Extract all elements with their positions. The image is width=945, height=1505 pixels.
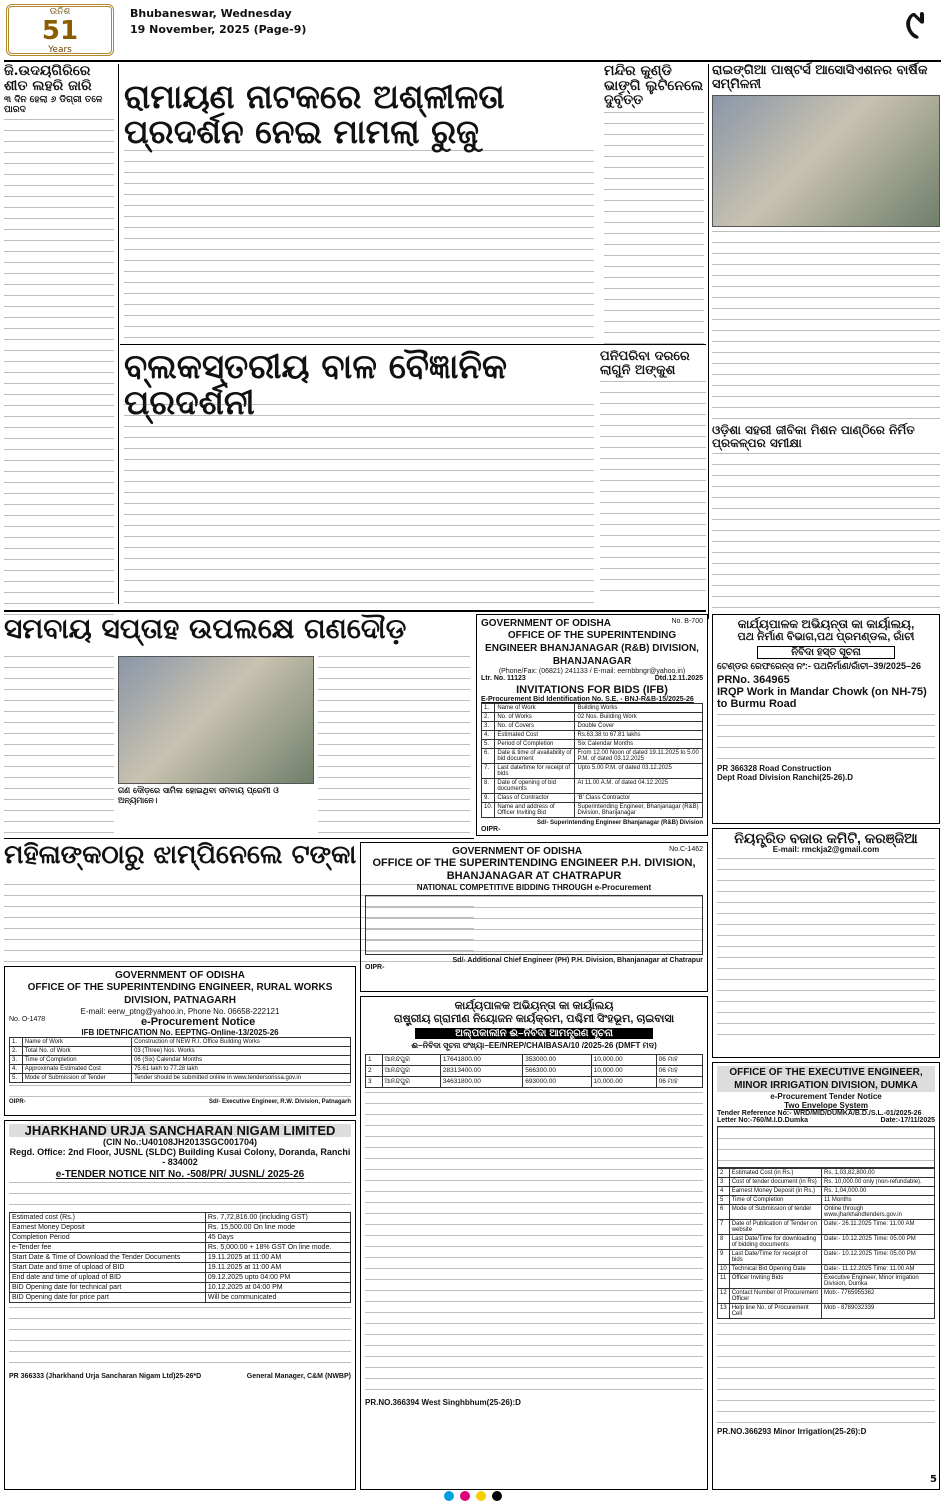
ad-dumka-title1: e-Procurement Tender Notice <box>770 1092 882 1101</box>
table-row <box>10 1223 351 1233</box>
table-cell: 1. <box>10 1038 23 1047</box>
table-row <box>10 1074 351 1083</box>
ad-ranchi-footer1: PR 366328 Road Construction <box>717 764 832 773</box>
ad-bhanjanagar-office: OFFICE OF THE SUPERINTENDING ENGINEER BHANJANAGAR (R&B) DIVISION, BHANJANAGAR <box>485 630 699 667</box>
table-row <box>482 740 703 749</box>
table-cell: Double Cover <box>575 722 703 731</box>
table-row <box>482 803 703 818</box>
ad-bhanjanagar-gov: GOVERNMENT OF ODISHA <box>481 618 612 629</box>
table-row <box>366 1055 703 1066</box>
story-vegetable-body <box>600 381 706 596</box>
table-cell: Rs. 1,03,82,800.00 <box>821 1169 934 1178</box>
ad-ranchi-ref: ଟେଣ୍ଡର ରେଫରେନ୍ସ ନଂ:- ପଥନିର୍ମାଣ/ରାଁଚୀ–39/2025–26 <box>717 661 921 671</box>
table-cell: Earnest Money Deposit (in Rs.) <box>729 1187 821 1196</box>
table-row <box>482 722 703 731</box>
ad-jusnl-cin: (CIN No.:U40108JH2013SGC001704) <box>102 1137 258 1147</box>
page-marker: 5 <box>930 1474 937 1485</box>
ad-patnagarh-gov: GOVERNMENT OF ODISHA <box>114 970 245 981</box>
story-science-body <box>124 404 594 604</box>
table-cell: ଆନନ୍ଦପୁର <box>382 1055 440 1066</box>
ad-jusnl-notes <box>9 1307 351 1367</box>
ad-patnagarh-email: E-mail: eerw_ptng@yahoo.in, Phone No. 06658-222121 <box>80 1007 280 1016</box>
table-row <box>482 749 703 764</box>
logo-years: Years <box>48 45 72 55</box>
ad-ranchi-prno: PRNo. 364965 <box>717 674 790 686</box>
ad-karanjia <box>712 828 940 1058</box>
table-cell: 2. <box>482 713 495 722</box>
ad-patnagarh-no: No. O-1478 <box>9 1016 46 1023</box>
color-swatch <box>460 1491 470 1501</box>
table-cell: Class of Contractor <box>495 794 575 803</box>
story-cooperative-caption: ଗଣ ଦୌଡ଼ରେ ସାମିଲ ହୋଇଥିବା ସମବାୟ ପ୍ରେମୀ ଓ ଅନ୍ୟମାନେ। <box>118 786 279 805</box>
table-cell: 17641800.00 <box>440 1055 522 1066</box>
ad-jusnl-regd: Regd. Office: 2nd Floor, JUSNL (SLDC) Building Kusai Colony, Doranda, Ranchi - 834002 <box>9 1147 351 1167</box>
ad-bhanjanagar-no: No. B-700 <box>671 618 703 625</box>
story-snatch-headline: ମହିଳାଙ୍କଠାରୁ ଝାମ୍ପିନେଲେ ଟଙ୍କା <box>4 840 357 870</box>
story-science-headline: ବ୍ଲକସ୍ତରୀୟ ବାଳ ବୈଜ୍ଞାନିକ ପ୍ରଦର୍ଶନୀ <box>124 347 508 423</box>
table-cell: Executive Engineer, Minor Irrigation Division, Dumka <box>821 1274 934 1289</box>
table-cell: 13 <box>718 1304 730 1319</box>
section-rule <box>120 344 706 345</box>
table-cell: 693000.00 <box>523 1077 591 1088</box>
table-cell: Approximate Estimated Cost <box>22 1065 131 1074</box>
table-cell: 3. <box>482 722 495 731</box>
ad-dumka-title2: Two Envelope System <box>784 1101 868 1110</box>
table-cell: Start Date and time of upload of BID <box>10 1263 206 1273</box>
table-cell: Upto 5.00 P.M. of dated 03.12.2025 <box>575 764 703 779</box>
table-cell: 09.12.2025 upto 04:00 PM <box>205 1273 350 1283</box>
table-row <box>718 1187 935 1196</box>
table-row <box>718 1304 935 1319</box>
table-cell: Date of opening of bid documents <box>495 779 575 794</box>
table-cell: Estimated Cost <box>495 731 575 740</box>
table-cell: No. of Works <box>495 713 575 722</box>
table-cell: Cost of tender document (in Rs) <box>729 1178 821 1187</box>
ad-chatrapur-oipr: OIPR- <box>365 964 385 971</box>
story-cooperative-headline: ସମବାୟ ସପ୍ତାହ ଉପଲକ୍ଷେ ଗଣଦୌଡ଼ <box>4 612 407 645</box>
story-ramayana-body <box>124 150 594 338</box>
table-cell: 5. <box>10 1074 23 1083</box>
date-page: 19 November, 2025 (Page-9) <box>130 23 307 36</box>
ad-chaibasa-line2: ରାଷ୍ଟ୍ରୀୟ ଗ୍ରାମୀଣ ନିୟୋଜନ କାର୍ୟକ୍ରମ, ପଶ୍ଚିମୀ ସିଂହଭୂମ, ଚାଇବାସା <box>393 1013 675 1025</box>
ad-patnagarh-office: OFFICE OF THE SUPERINTENDING ENGINEER, RURAL WORKS DIVISION, PATNAGARH <box>27 982 333 1006</box>
section-rule <box>4 838 474 839</box>
table-row <box>718 1169 935 1178</box>
table-cell: Date:- 11.12.2025 Time: 11.00 AM <box>821 1265 934 1274</box>
table-row <box>10 1263 351 1273</box>
table-cell: Six Calendar Months <box>575 740 703 749</box>
table-row <box>718 1274 935 1289</box>
story-cooperative-body-left <box>4 656 114 836</box>
story-pastors-photo <box>712 95 940 227</box>
table-cell: 3 <box>366 1077 383 1088</box>
table-cell: 06 ମାହ <box>656 1077 702 1088</box>
ad-chatrapur-sign: Sd/- Additional Chief Engineer (PH) P.H. Division, Bhanjanagar at Chatrapur <box>452 957 703 964</box>
ad-patnagarh-sign: Sd/- Executive Engineer, R.W. Division, Patnagarh <box>208 1099 351 1105</box>
ad-bhanjanagar-sign: Sd/- Superintending Engineer Bhanjanagar (R&B) Division <box>536 820 703 826</box>
table-cell: 3. <box>10 1056 23 1065</box>
ad-patnagarh-title: e-Procurement Notice <box>140 1016 256 1028</box>
table-cell: Name of Work <box>495 704 575 713</box>
ad-dumka-letter: Letter No:-760/M.I.D.Dumka <box>717 1117 809 1124</box>
ad-chatrapur-office: OFFICE OF THE SUPERINTENDING ENGINEER P.H. DIVISION, BHANJANAGAR AT CHATRAPUR <box>372 857 696 882</box>
table-cell: 6. <box>482 749 495 764</box>
table-cell: 9. <box>482 794 495 803</box>
table-cell: From 12.00 Noon of dated 19.11.2025 to 5.00 P.M. of dated 03.12.2025 <box>575 749 703 764</box>
table-cell: Help line No. of Procurement Cell <box>729 1304 821 1319</box>
ad-bhanjanagar-contact: (Phone/Fax: (06821) 241133 / E-mail: eernbbngr@yahoo.in) <box>498 668 686 675</box>
ad-jusnl-table <box>9 1212 351 1303</box>
table-row <box>10 1213 351 1223</box>
ad-ranchi-text <box>717 714 935 764</box>
ad-ranchi-body: IRQP Work in Mandar Chowk (on NH-75) to Burmu Road <box>717 686 927 710</box>
table-cell: Rs. 1,04,000.00 <box>821 1187 934 1196</box>
table-cell: End date and time of upload of BID <box>10 1273 206 1283</box>
table-cell: 2 <box>366 1066 383 1077</box>
ad-bhanjanagar-dtd: Dtd.12.11.2025 <box>654 675 703 682</box>
ad-chatrapur <box>360 842 708 992</box>
color-swatch <box>444 1491 454 1501</box>
ad-chatrapur-table <box>365 895 703 955</box>
table-row <box>366 1066 703 1077</box>
table-row <box>718 1205 935 1220</box>
ad-dumka-work <box>717 1126 935 1168</box>
ad-chaibasa-line3: ଅଲ୍ପକାଲୀନ ଈ–ନିବିଦା ଆମନ୍ତ୍ରଣ ସୂଚନା <box>415 1028 653 1039</box>
table-row <box>10 1273 351 1283</box>
table-cell: Mob:- 7765955362 <box>821 1289 934 1304</box>
story-pastors-body <box>712 231 940 421</box>
ad-patnagarh-ifb: IFB IDETNFICATION No. EEPTNG-Online-13/2025-26 <box>81 1028 279 1037</box>
story-vegetable-headline: ପନିପରିବା ଦରରେ ଲାଗୁନି ଅଙ୍କୁଶ <box>600 349 690 378</box>
page-number: ୯ <box>905 2 925 48</box>
table-cell: Date:- 10.12.2025 Time: 05.00 PM <box>821 1250 934 1265</box>
table-cell: 06 ମାହ <box>656 1066 702 1077</box>
story-pastors <box>712 64 940 419</box>
table-cell: 4 <box>718 1187 730 1196</box>
table-cell: Earnest Money Deposit <box>10 1223 206 1233</box>
story-urban-body <box>712 453 940 613</box>
table-cell: 06 (Six) Calendar Months <box>132 1056 351 1065</box>
masthead-logo <box>6 4 114 56</box>
table-row <box>482 713 703 722</box>
table-cell: Name of Work <box>22 1038 131 1047</box>
ad-chaibasa-ref: ଈ–ନିବିଦା ସୂଚନା ସଂଖ୍ୟା–EE/NREP/CHAIBASA/10 /2025-26 (DMFT ମଦ) <box>411 1041 657 1050</box>
table-row <box>10 1038 351 1047</box>
story-udayagiri-body <box>4 119 114 619</box>
ad-chaibasa-text <box>365 1092 703 1392</box>
ad-dumka-notes <box>717 1323 935 1423</box>
ad-karanjia-text <box>717 858 935 1038</box>
table-row <box>10 1233 351 1243</box>
story-urban <box>712 424 940 619</box>
story-udayagiri-headline: ଜି.ଉଦୟଗିରିରେ ଶୀତ ଲହରି ଜାରି <box>4 63 92 94</box>
logo-number: 51 <box>41 16 79 46</box>
table-cell: 'B' Class Contractor <box>575 794 703 803</box>
ad-chatrapur-no: No.C-1462 <box>669 846 703 853</box>
ad-chaibasa-table <box>365 1054 703 1088</box>
table-cell: Completion Period <box>10 1233 206 1243</box>
table-cell: 12 <box>718 1289 730 1304</box>
table-cell: 19.11.2025 at 11:00 AM <box>205 1263 350 1273</box>
table-cell: Estimated cost (Rs.) <box>10 1213 206 1223</box>
table-cell: 3 <box>718 1178 730 1187</box>
table-cell: Rs.63.38 to 67.81 lakhs <box>575 731 703 740</box>
table-cell: Technical Bid Opening Date <box>729 1265 821 1274</box>
table-row <box>10 1293 351 1303</box>
table-cell: Tender should be submitted online in www.tendersorissa.gov.in <box>132 1074 351 1083</box>
ad-dumka-footer: PR.NO.366293 Minor Irrigation(25-26):D <box>717 1427 867 1436</box>
table-cell: Name and address of Officer Inviting Bid <box>495 803 575 818</box>
story-ramayana-headline: ରାମାୟଣ ନାଟକରେ ଅଶ୍ଳୀଳତା ପ୍ରଦର୍ଶନ ନେଇ ମାମଲା ରୁଜୁ <box>124 77 505 151</box>
ad-bhanjanagar-title: INVITATIONS FOR BIDS (IFB) <box>516 684 668 696</box>
table-row <box>10 1283 351 1293</box>
color-swatch <box>492 1491 502 1501</box>
table-cell: Total No. of Work <box>22 1047 131 1056</box>
table-cell: 10,000.00 <box>591 1077 656 1088</box>
table-cell: Mode of Submission of Tender <box>22 1074 131 1083</box>
table-cell: Date:- 26.11.2025 Time: 11.00 AM <box>821 1220 934 1235</box>
table-row <box>718 1265 935 1274</box>
ad-ranchi <box>712 614 940 824</box>
table-cell: 4. <box>482 731 495 740</box>
table-cell: 03 (Three) Nos. Works <box>132 1047 351 1056</box>
table-cell: Period of Completion <box>495 740 575 749</box>
table-cell: No. of Covers <box>495 722 575 731</box>
table-cell: Rs. 5,000.00 + 18% GST On line mode. <box>205 1243 350 1253</box>
table-row <box>10 1047 351 1056</box>
ad-dumka <box>712 1062 940 1490</box>
table-cell: BID Opening date for technical part <box>10 1283 206 1293</box>
story-udayagiri-kicker: ୩ ଦିନ ହେଲା ୬ ଡିଗ୍ରୀ ତଳେ ପାରଦ <box>4 95 103 116</box>
table-cell: 1 <box>366 1055 383 1066</box>
table-cell: Start Date & Time of Download the Tender Documents <box>10 1253 206 1263</box>
ad-karanjia-email: E-mail: rmckja2@gmail.com <box>772 845 880 854</box>
table-row <box>10 1243 351 1253</box>
table-cell: Rs. 10,000.00 only (non-refundable). <box>821 1178 934 1187</box>
table-cell: e-Tender fee <box>10 1243 206 1253</box>
table-row <box>718 1235 935 1250</box>
ad-bhanjanagar-ident: E-Procurement Bid Identification No. S.E. - BNJ-R&B-15/2025-26 <box>481 696 694 703</box>
table-cell: 10 <box>718 1265 730 1274</box>
table-cell: BID Opening date for price part <box>10 1293 206 1303</box>
table-cell: Officer Inviting Bids <box>729 1274 821 1289</box>
table-cell: Mob - 8789032339 <box>821 1304 934 1319</box>
table-cell: 10. <box>482 803 495 818</box>
table-cell: Time of Completion <box>22 1056 131 1065</box>
table-cell: Last Date/Time for downloading of bidding documents <box>729 1235 821 1250</box>
table-cell: Rs. 7,72,816.00 (including GST) <box>205 1213 350 1223</box>
table-cell: Estimated Cost (in Rs.) <box>729 1169 821 1178</box>
masthead-date <box>130 6 350 38</box>
story-udayagiri <box>4 64 114 604</box>
table-cell: Last date/time for receipt of bids <box>495 764 575 779</box>
table-cell: 02 Nos. Building Work <box>575 713 703 722</box>
story-pastors-headline: ରାଇଙ୍ଗିଆ ପାଷ୍ଟର୍ସ ଆସୋସିଏଶନର ବାର୍ଷିକ ସମ୍ମିଳନୀ <box>712 63 928 92</box>
ad-jusnl-footer-pr: PR 366333 (Jharkhand Urja Sancharan Nigam Ltd)25-26*D <box>9 1373 202 1380</box>
table-cell: At 11.00 A.M. of dated 04.12.2025 <box>575 779 703 794</box>
story-vegetable <box>600 350 706 605</box>
table-cell: 2 <box>718 1169 730 1178</box>
table-cell: 45 Days <box>205 1233 350 1243</box>
table-cell: 2. <box>10 1047 23 1056</box>
story-temple-body <box>604 112 704 352</box>
table-row <box>718 1220 935 1235</box>
ad-dumka-date: Date:-17/11/2025 <box>880 1117 935 1124</box>
story-cooperative-body-right <box>318 656 470 836</box>
ad-patnagarh <box>4 966 356 1116</box>
ad-chatrapur-title: NATIONAL COMPETITIVE BIDDING THROUGH e-Procurement <box>416 883 652 892</box>
ad-karanjia-title: ନିୟନ୍ତ୍ରିତ ବଜାର କମିଟି, କରଞ୍ଜିଆ <box>734 830 918 846</box>
table-cell: 9 <box>718 1250 730 1265</box>
table-cell: Date of Publication of Tender on website <box>729 1220 821 1235</box>
table-cell: Rs. 15,500.00 On line mode <box>205 1223 350 1233</box>
ad-dumka-office: OFFICE OF THE EXECUTIVE ENGINEER, MINOR IRRIGATION DIVISION, DUMKA <box>717 1066 935 1092</box>
ad-ranchi-line2: ପଥ ନିର୍ମାଣ ବିଭାଗ,ପଥ ପ୍ରମଣ୍ଡଲ, ରାଁଚୀ <box>737 631 915 643</box>
table-row <box>482 764 703 779</box>
table-cell: 8. <box>482 779 495 794</box>
print-color-marks <box>0 1486 945 1498</box>
table-cell: 19.11.2025 at 11:00 AM <box>205 1253 350 1263</box>
story-temple-headline: ମନ୍ଦିର କୁଣ୍ଡି ଭାଙ୍ଗି ଲୁଟିନେଲେ ଦୁର୍ବୃତ୍ତ <box>604 63 704 109</box>
ad-bhanjanagar-rb <box>476 614 708 836</box>
table-cell: 10,000.00 <box>591 1055 656 1066</box>
table-cell: Construction of NEW R.I. Office Building Works <box>132 1038 351 1047</box>
ad-ranchi-footer2: Dept Road Division Ranchi(25-26).D <box>717 773 854 782</box>
table-cell: Date & time of availability of bid document <box>495 749 575 764</box>
table-row <box>10 1065 351 1074</box>
masthead-rule <box>4 60 941 62</box>
table-cell: 5 <box>718 1196 730 1205</box>
table-cell: 566300.00 <box>523 1066 591 1077</box>
ad-dumka-table <box>717 1168 935 1319</box>
table-cell: ଆନନ୍ଦପୁର <box>382 1077 440 1088</box>
table-cell: Date:- 10.12.2025 Time: 05.00 PM <box>821 1235 934 1250</box>
color-swatch <box>476 1491 486 1501</box>
table-row <box>718 1250 935 1265</box>
table-cell: Superintending Engineer, Bhanjanagar (R&B) Division, Bhanjanagar <box>575 803 703 818</box>
ad-jusnl <box>4 1120 356 1490</box>
table-cell: 353000.00 <box>523 1055 591 1066</box>
table-cell: Building Works <box>575 704 703 713</box>
story-cooperative-photo <box>118 656 314 784</box>
column-divider <box>118 64 119 604</box>
table-cell: 1. <box>482 704 495 713</box>
story-urban-headline: ଓଡ଼ିଶା ସହରୀ ଜୀବିକା ମିଶନ ପାଣ୍ଠିରେ ନିର୍ମିତ ପ୍ରକଳ୍ପର ସମୀକ୍ଷା <box>712 423 915 450</box>
table-row <box>718 1196 935 1205</box>
story-temple <box>604 64 704 344</box>
table-row <box>10 1056 351 1065</box>
table-cell: 5. <box>482 740 495 749</box>
table-cell: 7 <box>718 1220 730 1235</box>
ad-patnagarh-oipr: OIPR- <box>9 1099 26 1105</box>
table-cell: Online through www.jharkhandtenders.gov.in <box>821 1205 934 1220</box>
table-row <box>366 1077 703 1088</box>
ad-chaibasa <box>360 996 708 1490</box>
ad-bhanjanagar-table <box>481 703 703 818</box>
table-cell: Last Date/Time for receipt of bids <box>729 1250 821 1265</box>
story-science-headline-box <box>124 347 594 423</box>
ad-jusnl-intro <box>9 1182 351 1212</box>
ad-jusnl-notice: e-TENDER NOTICE NIT No. -508/PR/ JUSNL/ 2025-26 <box>55 1169 305 1180</box>
table-cell: Will be communicated <box>205 1293 350 1303</box>
ad-bhanjanagar-ltr: Ltr. No. 11123 <box>481 675 526 682</box>
ad-jusnl-title: JHARKHAND URJA SANCHARAN NIGAM LIMITED <box>9 1124 351 1137</box>
ad-patnagarh-table <box>9 1037 351 1083</box>
ad-ranchi-line3: ନିବିଦା ହସ୍ତ ସୂଚନା <box>757 646 895 659</box>
ad-bhanjanagar-oipr: OIPR- <box>481 826 501 833</box>
place-day: Bhubaneswar, Wednesday <box>130 7 292 20</box>
table-cell: Contact Number of Procurement Officer <box>729 1289 821 1304</box>
table-row <box>718 1178 935 1187</box>
table-cell: 8 <box>718 1235 730 1250</box>
table-cell: 06 ମାହ <box>656 1055 702 1066</box>
table-row <box>482 704 703 713</box>
column-divider <box>708 64 709 619</box>
ad-chaibasa-footer: PR.NO.366394 West Singhbhum(25-26):D <box>365 1398 521 1407</box>
table-cell: 28313400.00 <box>440 1066 522 1077</box>
table-cell: 6 <box>718 1205 730 1220</box>
ad-chatrapur-gov: GOVERNMENT OF ODISHA <box>452 846 583 857</box>
table-cell: Mode of Submission of tender <box>729 1205 821 1220</box>
logo-word: ଉନିଶ <box>49 7 71 17</box>
table-cell: 4. <box>10 1065 23 1074</box>
story-ramayana-headline-box <box>124 77 594 151</box>
ad-patnagarh-text <box>9 1085 351 1099</box>
table-cell: 7. <box>482 764 495 779</box>
table-cell: 11 <box>718 1274 730 1289</box>
ad-jusnl-footer-sign: General Manager, C&M (NWBP) <box>246 1373 351 1380</box>
table-cell: 11 Months <box>821 1196 934 1205</box>
ad-dumka-ref: Tender Reference No:- WRD/MID/DUMKA/B.D./S.L.-01/2025-26 <box>717 1110 922 1117</box>
table-row <box>10 1253 351 1263</box>
ad-chaibasa-line1: କାର୍ଯ୍ୟପାଳକ ଅଭିୟନ୍ତା କା କାର୍ୟାଲୟ <box>454 1000 614 1012</box>
table-row <box>718 1289 935 1304</box>
story-cooperative-headline-box <box>4 614 474 654</box>
table-cell: 34631800.00 <box>440 1077 522 1088</box>
ad-ranchi-line1: କାର୍ଯ୍ୟପାଳକ ଅଭିୟନ୍ତା କା କାର୍ୟାଲୟ, <box>737 617 915 631</box>
table-cell: Time of Completion <box>729 1196 821 1205</box>
table-row <box>482 779 703 794</box>
table-cell: 10.12.2025 at 04:00 PM <box>205 1283 350 1293</box>
table-cell: ଆନନ୍ଦପୁର <box>382 1066 440 1077</box>
table-row <box>482 794 703 803</box>
table-row <box>482 731 703 740</box>
table-cell: 10,000.00 <box>591 1066 656 1077</box>
table-cell: 75.61 lakh to 77.28 lakh <box>132 1065 351 1074</box>
